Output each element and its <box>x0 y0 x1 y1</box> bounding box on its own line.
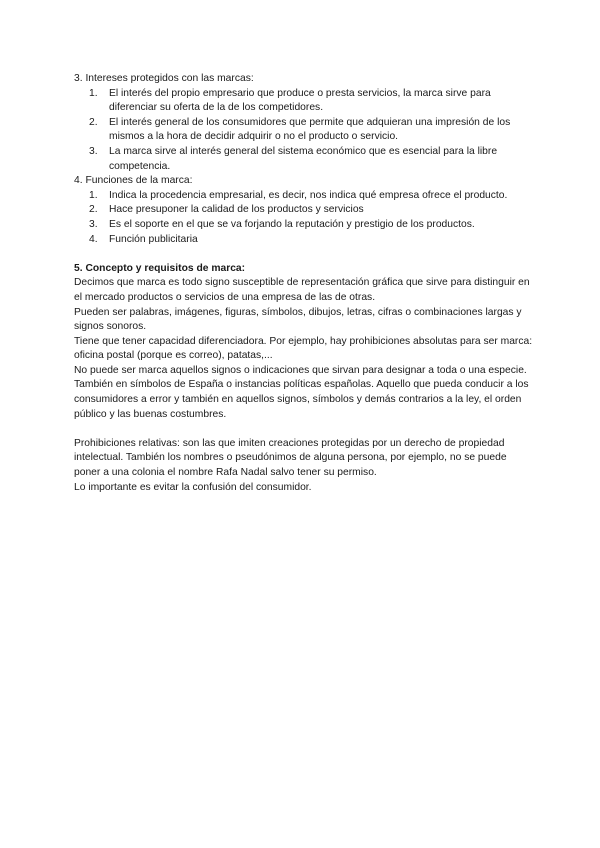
list-number: 4. <box>89 233 98 245</box>
list-item-text: Función publicitaria <box>109 233 198 245</box>
list-number: 3. <box>89 145 98 157</box>
section-4-heading: 4. Funciones de la marca: <box>74 175 193 187</box>
list-item <box>74 116 534 145</box>
list-item-text: El interés del propio empresario que produce o presta servicios, la marca sirve para diferenciar su oferta de la de los competidores. <box>109 87 491 114</box>
blank-line <box>74 422 534 437</box>
list-item <box>74 87 534 116</box>
section-4-list <box>74 189 534 247</box>
list-number: 1. <box>89 87 98 99</box>
list-number: 2. <box>89 204 98 216</box>
document-content <box>74 72 534 495</box>
list-item-text: Hace presuponer la calidad de los productos y servicios <box>109 204 364 216</box>
list-number: 3. <box>89 218 98 230</box>
paragraph: Decimos que marca es todo signo susceptible de representación gráfica que sirve para distinguir en el mercado productos o servicios de una empresa de las de otras. <box>74 277 530 303</box>
list-item <box>74 189 534 204</box>
list-item-text: Indica la procedencia empresarial, es decir, nos indica qué empresa ofrece el producto. <box>109 189 508 201</box>
paragraph: No puede ser marca aquellos signos o indicaciones que sirvan para designar a toda o una especie. También en símbolos de España o instancias políticas españolas. Aquello que pueda conducir a los consumidores a error y también en aquellos signos, símbolos y demás contrarios a la ley, el orden público y las buenas costumbres. <box>74 364 529 420</box>
list-item <box>74 218 534 233</box>
paragraph: Tiene que tener capacidad diferenciadora. Por ejemplo, hay prohibiciones absolutas para ser marca: oficina postal (porque es correo), patatas,... <box>74 335 533 362</box>
list-item <box>74 203 534 218</box>
list-item <box>74 233 534 248</box>
paragraph: Lo importante es evitar la confusión del consumidor. <box>74 481 312 493</box>
list-item <box>74 145 534 174</box>
section-3-heading: 3. Intereses protegidos con las marcas: <box>74 73 254 84</box>
paragraph: Pueden ser palabras, imágenes, figuras, símbolos, dibujos, letras, cifras o combinaciones largas y signos sonoros. <box>74 306 522 333</box>
list-item-text: Es el soporte en el que se va forjando la reputación y prestigio de los productos. <box>109 218 475 230</box>
list-number: 2. <box>89 116 98 128</box>
paragraph: Prohibiciones relativas: son las que imiten creaciones protegidas por un derecho de propiedad intelectual. También los nombres o pseudónimos de alguna persona, por ejemplo, no se puede poner a una colonia el nombre Rafa Nadal salvo tener su permiso. <box>74 437 507 479</box>
list-item-text: El interés general de los consumidores que permite que adquieran una impresión de los mismos a la hora de decidir adquirir o no el producto o servicio. <box>109 116 511 143</box>
list-item-text: La marca sirve al interés general del sistema económico que es esencial para la libre competencia. <box>109 145 498 172</box>
blank-line <box>74 247 534 262</box>
section-3-list <box>74 87 534 175</box>
section-5-heading: 5. Concepto y requisitos de marca: <box>74 262 246 274</box>
list-number: 1. <box>89 189 98 201</box>
